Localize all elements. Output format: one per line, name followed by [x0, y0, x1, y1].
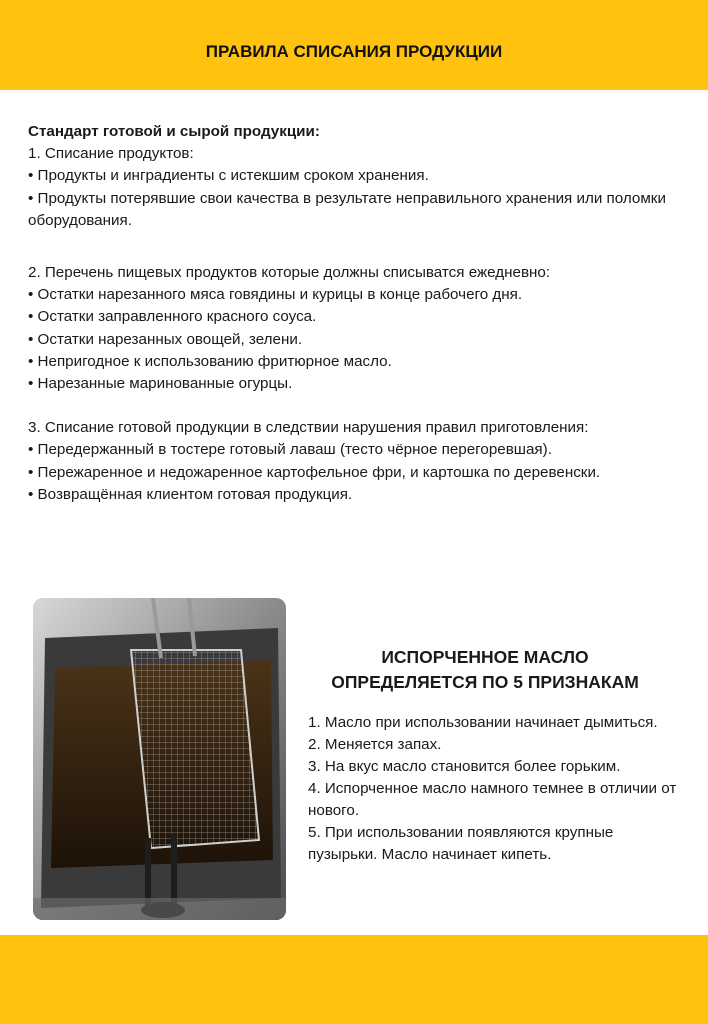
section-1-title: 1. Списание продуктов: — [28, 145, 194, 163]
standard-text-block — [28, 121, 683, 506]
oil-sign-item: 3. На вкус масло становится более горьким. — [308, 758, 621, 775]
oil-heading — [300, 645, 670, 695]
section-2-item: • Остатки заправленного красного соуса. — [28, 308, 317, 326]
section-2-item: • Остатки нарезанного мяса говядины и курицы в конце рабочего дня. — [28, 286, 523, 304]
section-3-item: • Возвращённая клиентом готовая продукция. — [28, 485, 353, 503]
section-3-item: • Пережаренное и недожаренное картофельное фри, и картошка по деревенски. — [28, 463, 601, 481]
oil-sign-item: 2. Меняется запах. — [308, 736, 442, 753]
oil-sign-item: 5. При использовании появляются крупные пузырьки. Масло начинает кипеть. — [308, 824, 614, 863]
oil-heading-line-2: ОПРЕДЕЛЯЕТСЯ ПО 5 ПРИЗНАКАМ — [331, 672, 639, 692]
page-title: ПРАВИЛА СПИСАНИЯ ПРОДУКЦИИ — [205, 42, 503, 61]
section-2-item: • Непригодное к использованию фритюрное масло. — [28, 352, 392, 370]
standard-heading: Стандарт готовой и сырой продукции: — [28, 123, 320, 140]
section-2-item: • Нарезанные маринованные огурцы. — [28, 375, 293, 393]
section-1-item: • Продукты потерявшие свои качества в результате неправильного хранения или поломки оборудования. — [28, 189, 666, 229]
oil-signs-list — [308, 712, 678, 866]
oil-sign-item: 1. Масло при использовании начинает дымиться. — [308, 714, 658, 731]
footer-band — [0, 935, 708, 1024]
oil-heading-line-1: ИСПОРЧЕННОЕ МАСЛО — [381, 647, 589, 667]
section-1-item: • Продукты и инградиенты с истекшим сроком хранения. — [28, 167, 429, 185]
oil-sign-item: 4. Испорченное масло намного темнее в отличии от нового. — [308, 780, 677, 819]
section-2-title: 2. Перечень пищевых продуктов которые должны списыватся ежедневно: — [28, 264, 551, 282]
section-2-item: • Остатки нарезанных овощей, зелени. — [28, 330, 303, 348]
fryer-oil-photo — [33, 598, 286, 920]
section-3-item: • Передержанный в тостере готовый лаваш (тесто чёрное перегоревшая). — [28, 441, 552, 459]
section-3-title: 3. Списание готовой продукции в следствии нарушения правил приготовления: — [28, 419, 589, 437]
